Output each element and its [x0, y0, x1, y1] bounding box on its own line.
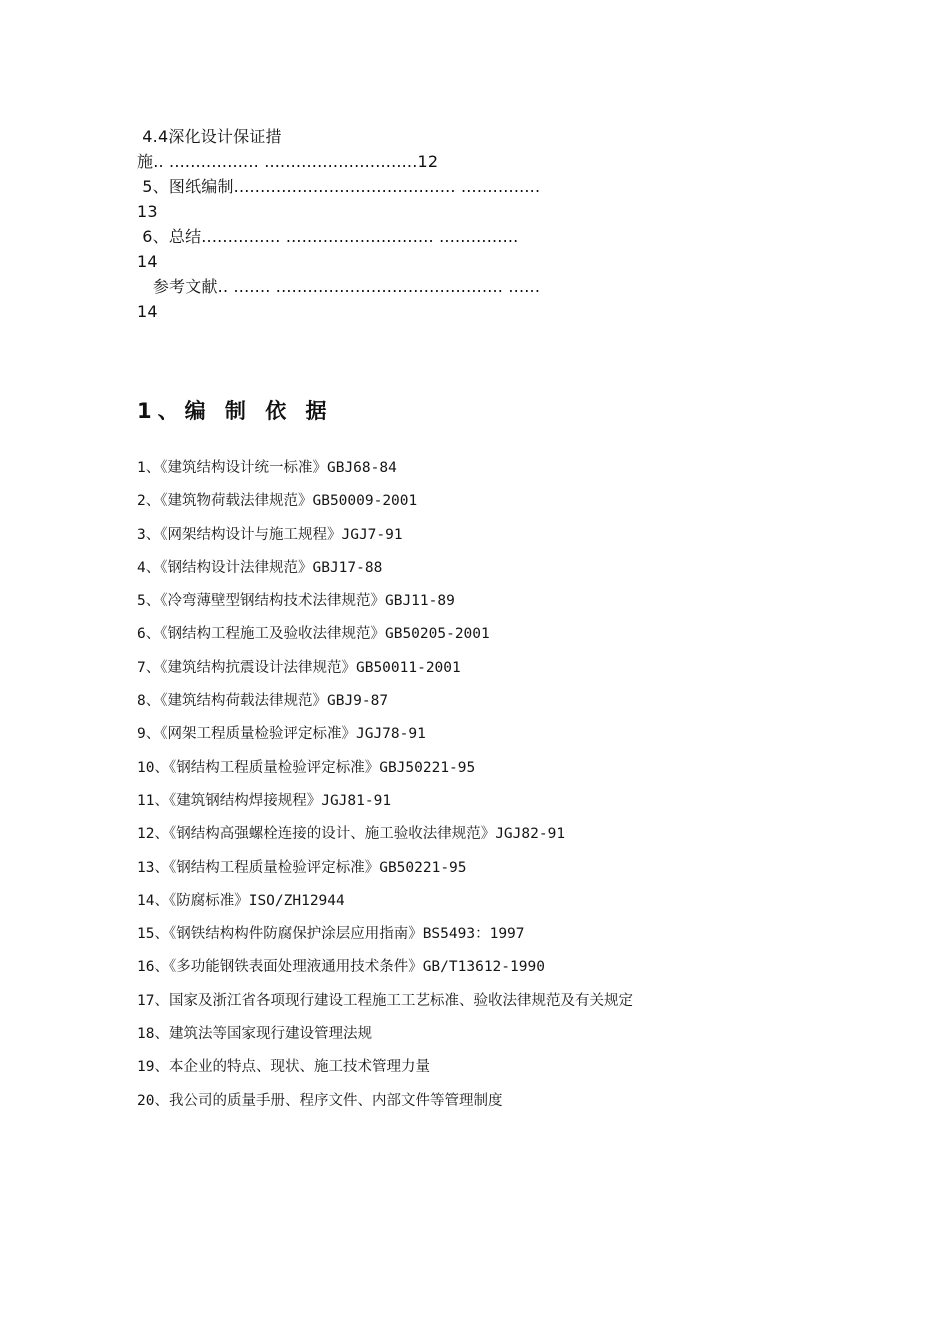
toc-entry-4-4: 4.4深化设计保证措: [137, 127, 282, 146]
reference-item: 18、建筑法等国家现行建设管理法规: [137, 1026, 372, 1043]
reference-item: 10、《钢结构工程质量检验评定标准》GBJ50221-95: [137, 759, 476, 776]
reference-item: 11、《建筑钢结构焊接规程》JGJ81-91: [137, 792, 392, 809]
toc-page-number: 14: [137, 252, 158, 271]
reference-item: 7、《建筑结构抗震设计法律规范》GB50011-2001: [137, 659, 461, 676]
reference-item: 17、国家及浙江省各项现行建设工程施工工艺标准、验收法律规范及有关规定: [137, 992, 633, 1009]
reference-item: 14、《防腐标准》ISO/ZH12944: [137, 892, 345, 909]
reference-item: 9、《网架工程质量检验评定标准》JGJ78-91: [137, 726, 426, 743]
reference-item: 1、《建筑结构设计统一标准》GBJ68-84: [137, 460, 397, 476]
reference-list: [137, 457, 633, 1123]
reference-item: 13、《钢结构工程质量检验评定标准》GB50221-95: [137, 859, 467, 876]
toc-entry-6: 6、总结............... ............................ ...............: [137, 227, 519, 246]
reference-item: 19、本企业的特点、现状、施工技术管理力量: [137, 1059, 430, 1076]
reference-item: 12、《钢结构高强螺栓连接的设计、施工验收法律规范》JGJ82-91: [137, 826, 566, 843]
reference-item: 15、《钢铁结构构件防腐保护涂层应用指南》BS5493：1997: [137, 926, 525, 943]
reference-item: 5、《冷弯薄壁型钢结构技术法律规范》GBJ11-89: [137, 593, 455, 610]
reference-item: 4、《钢结构设计法律规范》GBJ17-88: [137, 559, 383, 576]
reference-item: 16、《多功能钢铁表面处理液通用技术条件》GB/T13612-1990: [137, 959, 545, 976]
toc-page-number: 14: [137, 302, 158, 321]
reference-item: 20、我公司的质量手册、程序文件、内部文件等管理制度: [137, 1092, 503, 1109]
toc-entry-references: 参考文献.. ....... ........................................... ......: [137, 277, 541, 296]
reference-item: 2、《建筑物荷载法律规范》GB50009-2001: [137, 493, 418, 510]
toc-page-number: 13: [137, 202, 158, 221]
reference-item: 8、《建筑结构荷载法律规范》GBJ9-87: [137, 693, 389, 710]
reference-item: 6、《钢结构工程施工及验收法律规范》GB50205-2001: [137, 626, 490, 643]
reference-item: 3、《网架结构设计与施工规程》JGJ7-91: [137, 526, 403, 543]
section-heading: 1、编 制 依 据: [137, 399, 333, 423]
toc-entry-4-4-continued: 施.. ................. .............................12: [137, 152, 439, 171]
toc-entry-5: 5、图纸编制.......................................... ...............: [137, 177, 541, 196]
